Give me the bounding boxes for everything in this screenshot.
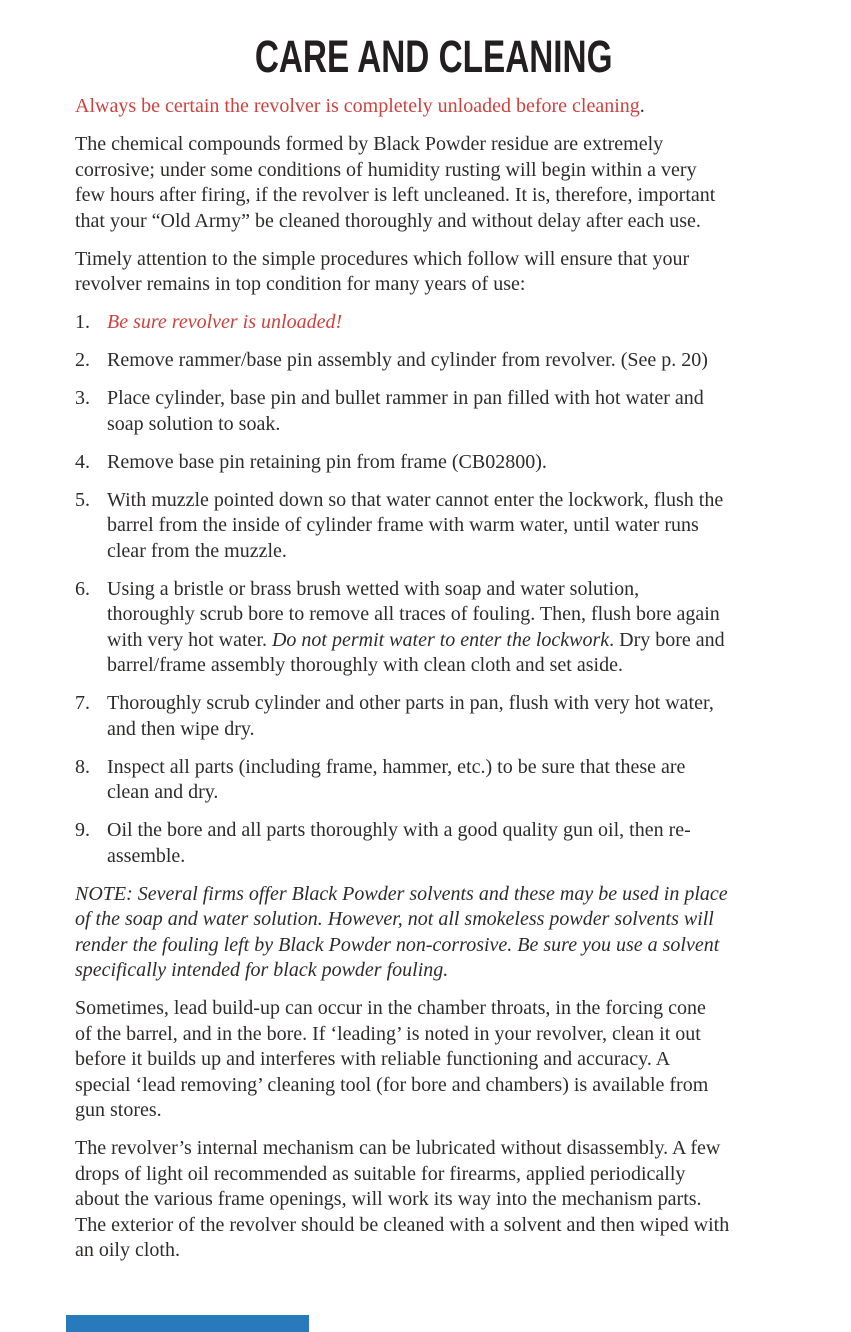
- page-title: [75, 31, 793, 82]
- list-item-4: [75, 450, 793, 476]
- warning-text: Always be certain the revolver is completely unloaded before cleaning: [75, 95, 640, 117]
- warning-period: .: [639, 95, 645, 117]
- text-line: an oily cloth.: [75, 1239, 180, 1261]
- text-line: Using a bristle or brass brush wetted with soap and water solution,: [107, 577, 640, 600]
- text-line: barrel from the inside of cylinder frame with warm water, until water runs: [107, 514, 699, 536]
- list-item-8: [75, 755, 793, 806]
- item-text: [107, 310, 793, 336]
- item-number: 1.: [75, 311, 90, 333]
- paragraph-leading: [75, 996, 793, 1124]
- text-line: render the fouling left by Black Powder non-corrosive. Be sure you use a solvent: [75, 933, 720, 956]
- text-line: barrel/frame assembly thoroughly with clean cloth and set aside.: [107, 654, 623, 676]
- text-line: of the barrel, and in the bore. If ‘leading’ is noted in your revolver, clean it out: [75, 1022, 701, 1045]
- paragraph-timely: [75, 247, 793, 298]
- text-line: Timely attention to the simple procedures which follow will ensure that your: [75, 247, 690, 270]
- item-number: 8.: [75, 755, 90, 778]
- item-number: 2.: [75, 349, 90, 371]
- item-number: 4.: [75, 450, 90, 473]
- paragraph-corrosive: [75, 132, 793, 234]
- list-item-3: [75, 386, 793, 437]
- item-number: 6.: [75, 577, 90, 600]
- text-line: revolver remains in top condition for many years of use:: [75, 273, 526, 295]
- item-text: [107, 386, 793, 437]
- text-line: drops of light oil recommended as suitable for firearms, applied periodically: [75, 1162, 686, 1185]
- list-item-6: [75, 577, 793, 679]
- item-text: [107, 818, 793, 869]
- item-text: [107, 577, 793, 679]
- item-number: 7.: [75, 692, 90, 714]
- text-line: NOTE: Several firms offer Black Powder solvents and these may be used in place: [75, 882, 728, 905]
- text-line: specifically intended for black powder fouling.: [75, 959, 449, 981]
- warning-line: [75, 94, 793, 120]
- text-line: few hours after firing, if the revolver is left uncleaned. It is, therefore, important: [75, 184, 716, 206]
- list-item-9: [75, 818, 793, 869]
- text-line: about the various frame openings, will work its way into the mechanism parts.: [75, 1188, 702, 1210]
- text-line: Sometimes, lead build-up can occur in the chamber throats, in the forcing cone: [75, 997, 706, 1019]
- list-item-5: [75, 488, 793, 565]
- text-line: The revolver’s internal mechanism can be lubricated without disassembly. A few: [75, 1137, 721, 1159]
- text-line: With muzzle pointed down so that water cannot enter the lockwork, flush the: [107, 488, 724, 511]
- text-line: of the soap and water solution. However, not all smokeless powder solvents will: [75, 908, 714, 930]
- item-text: [107, 755, 793, 806]
- paragraph-lubrication: [75, 1136, 793, 1264]
- text-line: Place cylinder, base pin and bullet rammer in pan filled with hot water and: [107, 387, 704, 409]
- text-segment: . Dry bore and: [609, 628, 725, 651]
- item-text: [107, 691, 793, 742]
- text-line: gun stores.: [75, 1099, 162, 1121]
- text-line: Remove rammer/base pin assembly and cylinder from revolver. (See p. 20): [107, 349, 708, 371]
- text-line: assemble.: [107, 844, 186, 867]
- page-title-text: CARE AND CLEANING: [255, 31, 613, 82]
- item-text: [107, 348, 793, 374]
- item-text: [107, 450, 793, 476]
- next-page-blue-bar: [66, 1315, 309, 1332]
- text-line: Inspect all parts (including frame, hammer, etc.) to be sure that these are: [107, 755, 686, 778]
- text-line: corrosive; under some conditions of humidity rusting will begin within a very: [75, 158, 697, 181]
- list-item-7: [75, 691, 793, 742]
- text-line: special ‘lead removing’ cleaning tool (for bore and chambers) is available from: [75, 1073, 709, 1096]
- manual-page: [75, 31, 793, 1276]
- text-line: clear from the muzzle.: [107, 539, 287, 562]
- text-line: The chemical compounds formed by Black Powder residue are extremely: [75, 133, 664, 155]
- item-number: 9.: [75, 819, 90, 841]
- text-segment-italic: Do not permit water to enter the lockwork: [271, 628, 610, 651]
- item-number: 5.: [75, 488, 90, 511]
- text-line: The exterior of the revolver should be cleaned with a solvent and then wiped with: [75, 1213, 730, 1236]
- text-line: soap solution to soak.: [107, 412, 281, 435]
- list-item-1: [75, 310, 793, 336]
- text-line: clean and dry.: [107, 781, 219, 803]
- text-segment: with very hot water.: [107, 628, 272, 651]
- list-item-2: [75, 348, 793, 374]
- note-paragraph: [75, 882, 793, 984]
- text-line: before it builds up and interferes with reliable functioning and accuracy. A: [75, 1048, 671, 1070]
- text-line: Thoroughly scrub cylinder and other parts in pan, flush with very hot water,: [107, 692, 714, 714]
- text-line: that your “Old Army” be cleaned thoroughly and without delay after each use.: [75, 209, 701, 232]
- text-line: thoroughly scrub bore to remove all traces of fouling. Then, flush bore again: [107, 603, 720, 625]
- item-number: 3.: [75, 387, 90, 409]
- text-line: [107, 628, 793, 654]
- text-line: Be sure revolver is unloaded!: [107, 311, 343, 333]
- text-line: Remove base pin retaining pin from frame (CB02800).: [107, 450, 547, 473]
- text-line: Oil the bore and all parts thoroughly with a good quality gun oil, then re-: [107, 819, 691, 841]
- item-text: [107, 488, 793, 565]
- text-line: and then wipe dry.: [107, 717, 255, 740]
